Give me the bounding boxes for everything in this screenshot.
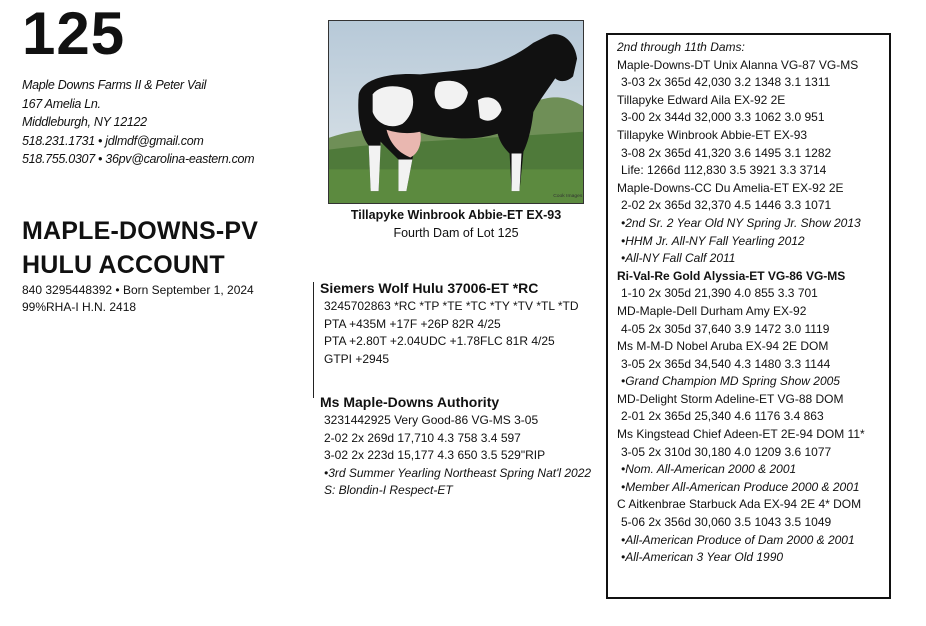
dam-name-line: MD-Maple-Dell Durham Amy EX-92 [617, 303, 807, 318]
pedigree-bracket [313, 282, 314, 398]
dams-list [617, 57, 889, 567]
dam-note: S: Blondin-I Respect-ET [324, 483, 453, 497]
dam-note: •3rd Summer Yearling Northeast Spring Nat'l 2022 [324, 465, 592, 480]
consignor-name: Maple Downs Farms II & Peter Vail [22, 78, 207, 92]
dam-name-line: Tillapyke Winbrook Abbie-ET EX-93 [617, 127, 808, 142]
photo-signature: Cook Images [553, 194, 583, 200]
sire-line: PTA +2.80T +2.04UDC +1.78FLC 81R 4/25 [324, 334, 555, 348]
dam-line: 3-02 2x 223d 15,177 4.3 650 3.5 529"RIP [324, 448, 546, 462]
consignor-city: Middleburgh, NY 12122 [22, 115, 147, 129]
dam-name-line: Ri-Val-Re Gold Alyssia-ET VG-86 VG-MS [617, 268, 846, 283]
dam-record-line: 3-05 2x 310d 30,180 4.0 1209 3.6 1077 [621, 444, 832, 459]
dam-record-line: 2-01 2x 365d 25,340 4.6 1176 3.4 863 [621, 409, 824, 424]
sire-block [320, 278, 579, 368]
dam-note-line: •Member All-American Produce 2000 & 2001 [621, 479, 860, 494]
photo-caption [328, 206, 584, 242]
consignor-phone-email-2: 518.755.0307 • 36pv@carolina-eastern.com [22, 152, 255, 166]
dam-record-line: 3-03 2x 365d 42,030 3.2 1348 3.1 1311 [621, 75, 831, 90]
dam-note-line: •HHM Jr. All-NY Fall Yearling 2012 [621, 233, 805, 248]
dam-name-line: Ms M-M-D Nobel Aruba EX-94 2E DOM [617, 339, 829, 354]
registration-birthdate: 840 3295448392 • Born September 1, 2024 [22, 283, 254, 297]
dam-block [320, 392, 591, 500]
dam-record-line: 3-08 2x 365d 41,320 3.6 1495 3.1 1282 [621, 145, 832, 160]
dams-heading: 2nd through 11th Dams: [617, 40, 745, 54]
dam-name-line: Tillapyke Edward Aila EX-92 2E [617, 92, 786, 107]
dam-note-line: •All-American 3 Year Old 1990 [621, 550, 784, 565]
animal-name-line-2: HULU ACCOUNT [22, 251, 225, 279]
dam-record-line: 3-05 2x 365d 34,540 4.3 1480 3.3 1144 [621, 356, 831, 371]
sire-name: Siemers Wolf Hulu 37006-ET *RC [320, 280, 539, 296]
animal-name [22, 214, 258, 282]
photo-caption-sub: Fourth Dam of Lot 125 [393, 226, 519, 240]
dam-record-line: Life: 1266d 112,830 3.5 3921 3.3 3714 [621, 163, 827, 178]
dam-record-line: 1-10 2x 305d 21,390 4.0 855 3.3 701 [621, 286, 818, 301]
dam-note-line: •All-American Produce of Dam 2000 & 2001 [621, 532, 855, 547]
dams-box [606, 33, 891, 599]
sire-line: PTA +435M +17F +26P 82R 4/25 [324, 316, 501, 331]
dam-name-line: MD-Delight Storm Adeline-ET VG-88 DOM [617, 391, 844, 406]
consignor-street: 167 Amelia Ln. [22, 96, 101, 111]
dam-record-line: 2-02 2x 365d 32,370 4.5 1446 3.3 1071 [621, 198, 832, 213]
animal-info [22, 282, 254, 316]
lot-number: 125 [22, 0, 126, 67]
dam-name-line: Maple-Downs-DT Unix Alanna VG-87 VG-MS [617, 57, 859, 72]
dam-note-line: •2nd Sr. 2 Year Old NY Spring Jr. Show 2013 [621, 215, 861, 230]
photo-caption-name: Tillapyke Winbrook Abbie-ET EX-93 [350, 208, 562, 222]
dam-record-line: 3-00 2x 344d 32,000 3.3 1062 3.0 951 [621, 110, 825, 125]
dam-record-line: 5-06 2x 356d 30,060 3.5 1043 3.5 1049 [621, 515, 832, 530]
cow-photo-illustration [329, 21, 583, 203]
dam-name-line: Maple-Downs-CC Du Amelia-ET EX-92 2E [617, 180, 844, 195]
rha-herd-number: 99%RHA-I H.N. 2418 [22, 300, 137, 314]
dam-name-line: C Aitkenbrae Starbuck Ada EX-94 2E 4* DOM [617, 497, 862, 512]
dam-note-line: •Nom. All-American 2000 & 2001 [621, 462, 797, 477]
consignor-phone-email-1: 518.231.1731 • jdlmdf@gmail.com [22, 133, 204, 148]
consignor-info [22, 76, 254, 169]
animal-name-line-1: MAPLE-DOWNS-PV [22, 217, 259, 245]
dam-record-line: 4-05 2x 305d 37,640 3.9 1472 3.0 1119 [621, 321, 830, 336]
cow-photo [328, 20, 584, 204]
dam-line: 3231442925 Very Good-86 VG-MS 3-05 [324, 413, 539, 427]
dam-name-line: Ms Kingstead Chief Adeen-ET 2E-94 DOM 11* [617, 427, 865, 442]
dam-note-line: •All-NY Fall Calf 2011 [621, 251, 736, 266]
dam-line: 2-02 2x 269d 17,710 4.3 758 3.4 597 [324, 430, 521, 445]
sire-line: 3245702863 *RC *TP *TE *TC *TY *TV *TL *TD [324, 299, 579, 313]
dam-name: Ms Maple-Downs Authority [320, 394, 500, 410]
dam-note-line: •Grand Champion MD Spring Show 2005 [621, 374, 840, 389]
sire-line: GTPI +2945 [324, 351, 390, 366]
